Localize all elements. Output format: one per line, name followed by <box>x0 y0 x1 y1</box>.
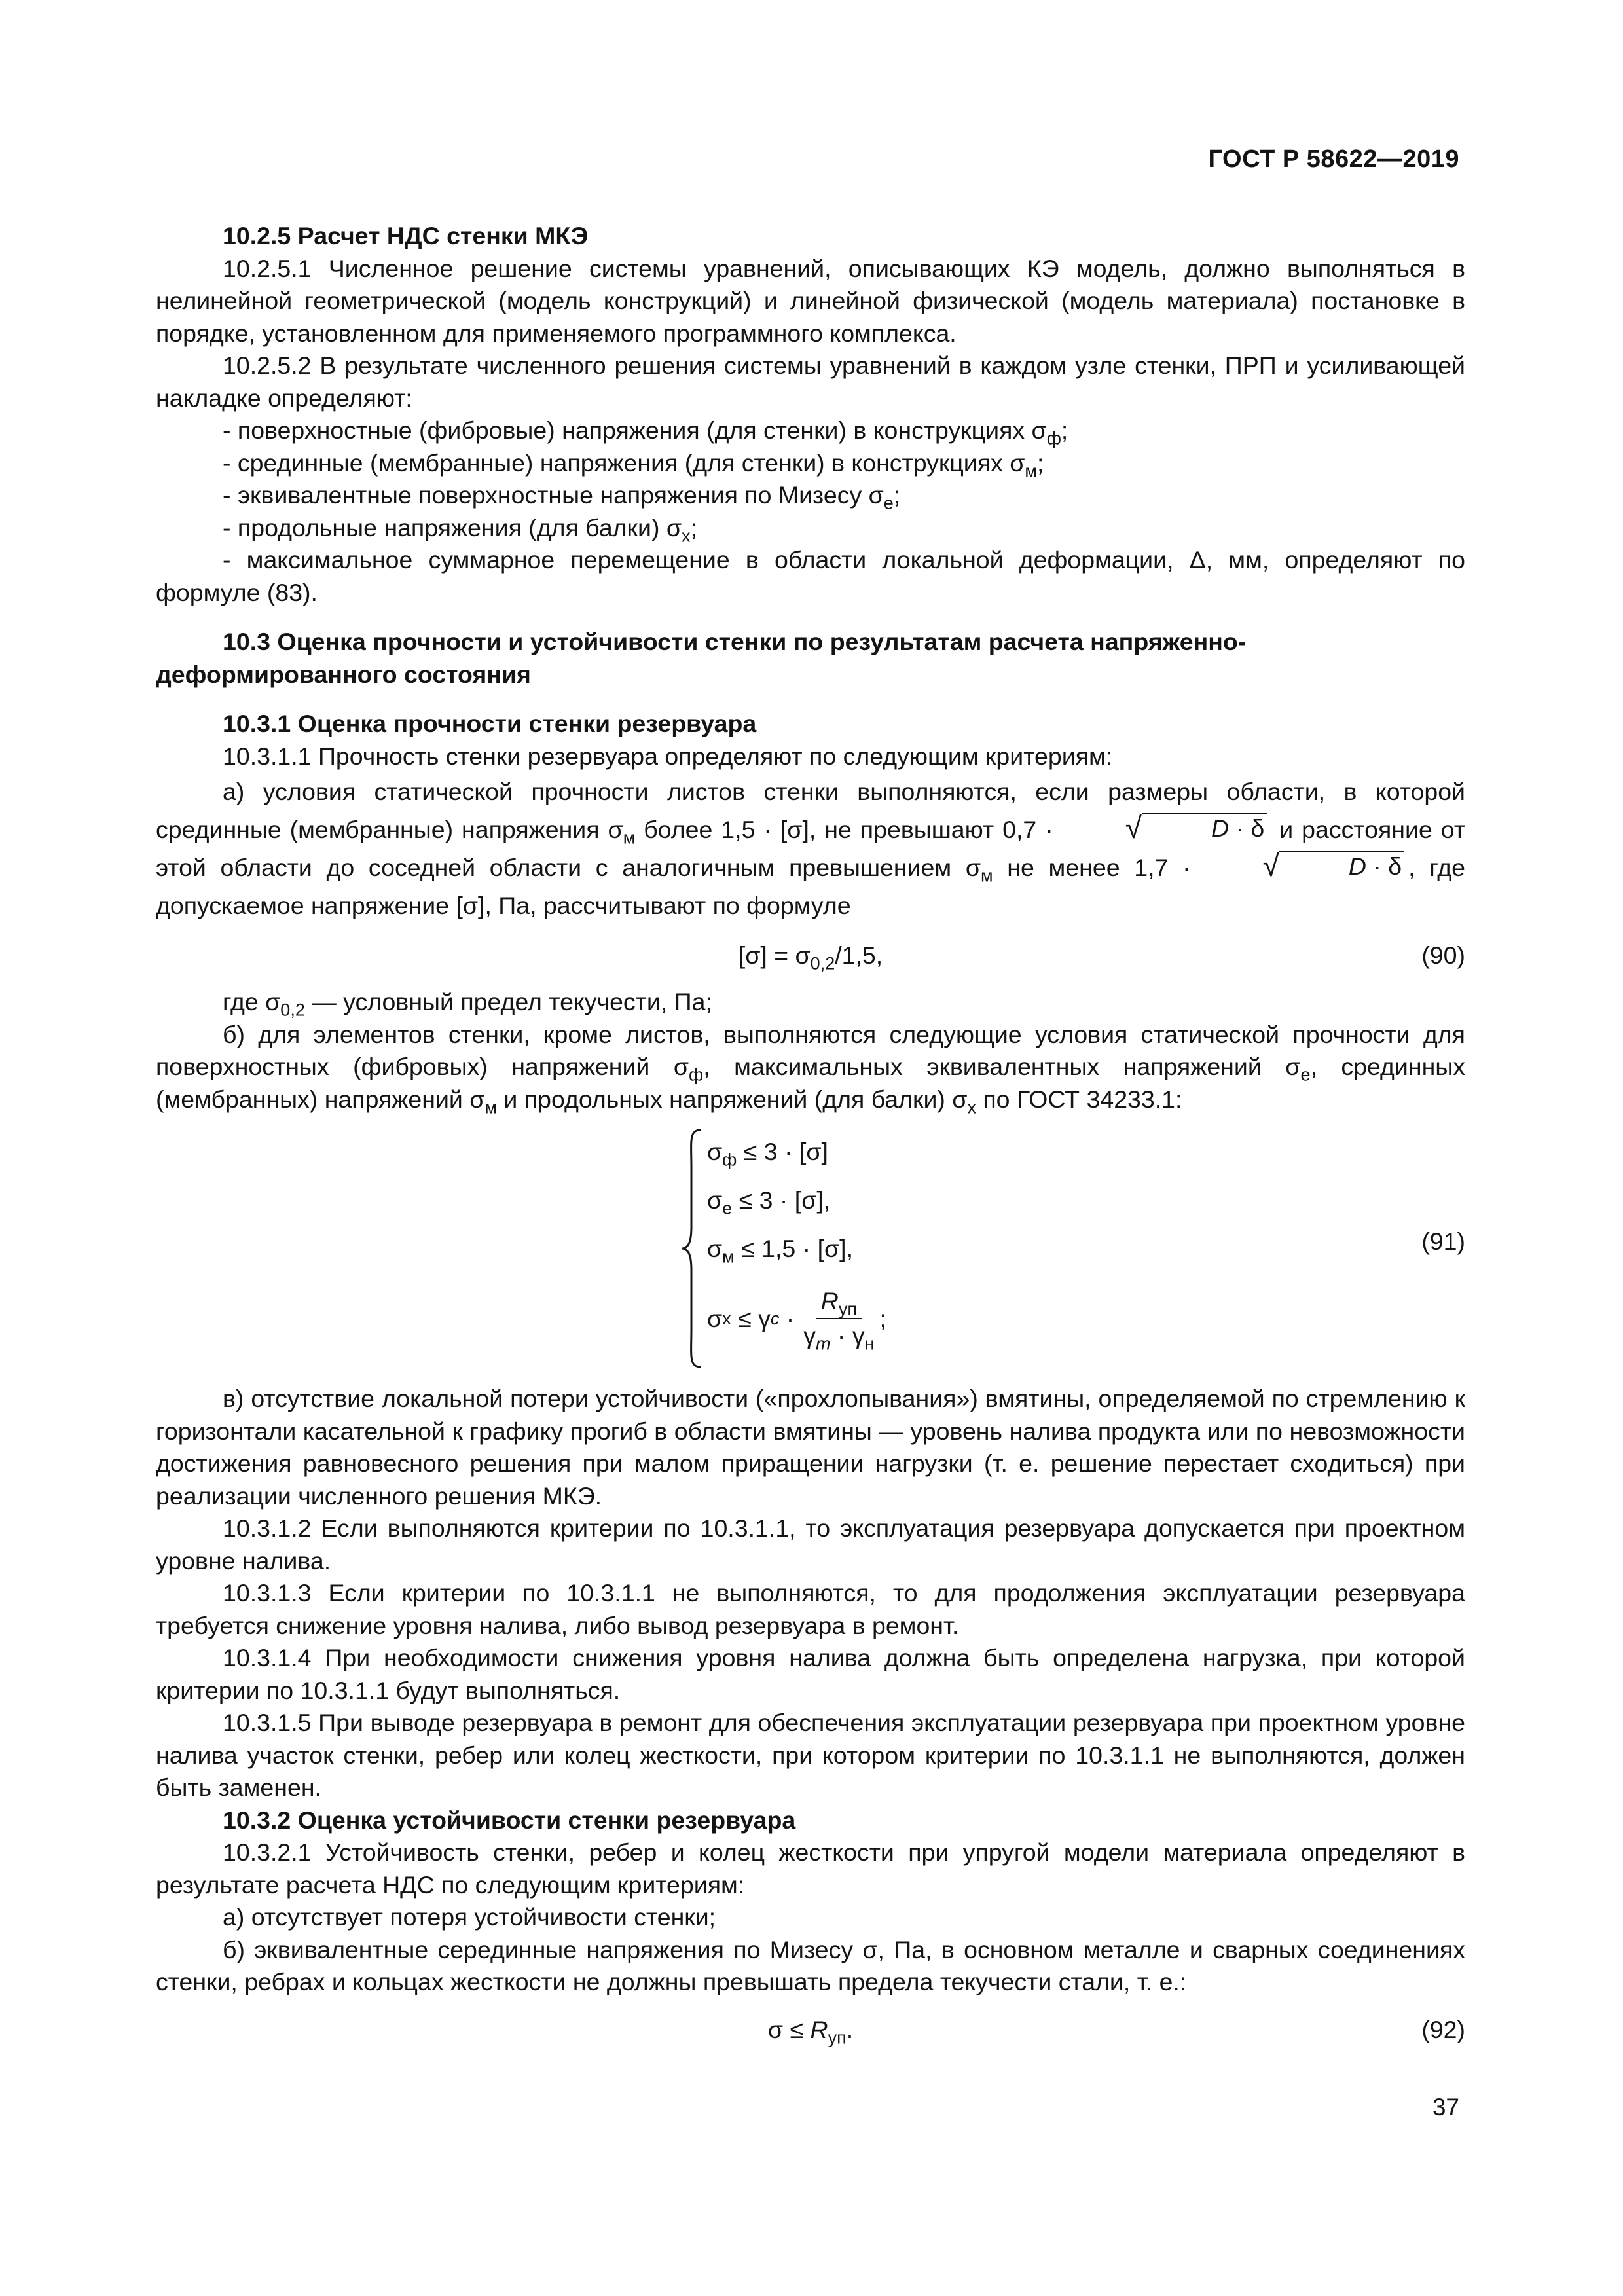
square-root-expression: √ D · δ <box>1196 850 1405 881</box>
paragraph-stability-b: б) эквивалентные серединные напряжения по Мизесу σ, Па, в основном металле и сварных соединениях стенки, ребрах и кольцах жесткости не должны превышать предела текучести стали, т. е.: <box>156 1935 1465 1995</box>
list-item: - поверхностные (фибровые) напряжения (для стенки) в конструкциях $\sigma_ф$; <box>223 416 1068 448</box>
paragraph-10-3-1-2: 10.3.1.2 Если выполняются критерии по 10.3.1.1, то эксплуатация резервуара допускается при проектном уровне налива. <box>156 1514 1465 1575</box>
paragraph-10-2-5-2: 10.2.5.2 В результате численного решения системы уравнений в каждом узле стенки, ПРП и усиливающей накладке определяют: <box>156 352 1465 412</box>
heading-10-3-2: 10.3.2 Оценка устойчивости стенки резервуара <box>223 1806 796 1834</box>
list-item: - продольные напряжения (для балки) $\sigma_x$; <box>223 513 697 546</box>
radical-sign-icon: √ <box>1125 811 1142 845</box>
paragraph-10-3-1-3: 10.3.1.3 Если критерии по 10.3.1.1 не выполняются, то для продолжения эксплуатации резервуара требуется снижение уровня налива, либо вывод резервуара в ремонт. <box>156 1579 1465 1639</box>
paragraph-max-displacement: - максимальное суммарное перемещение в области локальной деформации, Δ, мм, определяют по формуле (83). <box>156 546 1465 606</box>
equation-90: $[\sigma] = \sigma_{0,2}/1,5$, (90) <box>156 930 1465 981</box>
equation-92: $\sigma \le R_{уп}$. (92) <box>156 2004 1465 2055</box>
paragraph-10-3-1-5: 10.3.1.5 При выводе резервуара в ремонт для обеспечения эксплуатации резервуара при проектном уровне налива участок стенки, ребер или колец жесткости, при котором критерии по 10.3.1.1 не выполняются, должен быть заменен. <box>156 1709 1465 1801</box>
heading-10-3-1: 10.3.1 Оценка прочности стенки резервуара <box>223 710 757 737</box>
equation-system-91 <box>156 1127 1465 1371</box>
list-item: - срединные (мембранные) напряжения (для стенки) в конструкциях $\sigma_м$; <box>223 448 1044 481</box>
paragraph-10-2-5-1: 10.2.5.1 Численное решение системы уравнений, описывающих КЭ модель, должно выполняться в нелинейной геометрической (модель конструкций) и линейной физической (модель материала) постановке в порядке, установленном для применяемого программного комплекса. <box>156 254 1465 347</box>
spacer <box>156 609 1465 626</box>
fraction: $\frac{R_{уп}}{\gamma_m \cdot \gamma_н}$ <box>803 1287 875 1354</box>
left-brace-icon <box>680 1129 706 1368</box>
system-row: $\sigma_м \le 1,5 \cdot [\sigma]$, <box>707 1235 853 1267</box>
paragraph-stability-a: а) отсутствует потеря устойчивости стенки; <box>223 1903 716 1931</box>
paragraph-criterion-a: а) условия статической прочности листов стенки выполняются, если размеры области, в которой срединные (мембранные) напряжения $\sigma_м$ более 1,5 · [σ], не превышают 0,7 · √ D · δ и расстояние от этой области до соседней области с аналогичным превышением $\sigma_м$ не менее 1,7 · √ D · δ , где допускаемое напряжение [σ], Па, рассчитывают по формуле <box>156 778 1465 919</box>
square-root-expression: √ D · δ <box>1059 812 1267 843</box>
list-item: - эквивалентные поверхностные напряжения по Мизесу $\sigma_e$; <box>223 481 901 513</box>
equation-number: (91) <box>1421 1228 1465 1255</box>
paragraph-10-3-1-4: 10.3.1.4 При необходимости снижения уровня налива должна быть определена нагрузка, при которой критерии по 10.3.1.1 будут выполняться. <box>156 1644 1465 1704</box>
page-number: 37 <box>1432 2094 1459 2121</box>
system-row: $\sigma_ф \le 3 \cdot [\sigma]$ <box>707 1138 828 1170</box>
paragraph-where: где $\sigma_{0,2}$ — условный предел текучести, Па; <box>223 988 712 1020</box>
system-row: $\sigma_e \le 3 \cdot [\sigma]$, <box>707 1186 831 1218</box>
spacer <box>156 691 1465 708</box>
equation-number: (90) <box>1421 941 1465 969</box>
document-code: ГОСТ Р 58622—2019 <box>1208 145 1459 173</box>
paragraph-criterion-c: в) отсутствие локальной потери устойчивости («прохлопывания») вмятины, определяемой по стремлению к горизонтали касательной к графику прогиб в области вмятины — уровень налива продукта или по невозможности достижения равновесного решения при малом приращении нагрузки (т. е. решение перестает сходиться) при реализации численного решения МКЭ. <box>156 1385 1465 1510</box>
equation-number: (92) <box>1421 2015 1465 2043</box>
paragraph-10-3-2-1: 10.3.2.1 Устойчивость стенки, ребер и колец жесткости при упругой модели материала определяют в результате расчета НДС по следующим критериям: <box>156 1838 1465 1899</box>
system-row: σ x ≤ γ c · $\frac{R_{уп}}{\gamma_m \cdot \gamma_н}$ ; <box>707 1287 886 1354</box>
heading-10-3: 10.3 Оценка прочности и устойчивости стенки по результатам расчета напряженно-деформированного состояния <box>156 628 1247 688</box>
radical-sign-icon: √ <box>1262 848 1279 883</box>
document-body <box>156 220 1465 2060</box>
paragraph-criterion-b: б) для элементов стенки, кроме листов, выполняются следующие условия статической прочности для поверхностных (фибровых) напряжений $\sigma_ф$, максимальных эквивалентных напряжений $\sigma_e$, срединных (мембранных) напряжений $\sigma_м$ и продольных напряжений (для балки) $\sigma_x$ по ГОСТ 34233.1: <box>156 1020 1465 1118</box>
heading-10-2-5: 10.2.5 Расчет НДС стенки МКЭ <box>223 222 589 249</box>
paragraph-10-3-1-1: 10.3.1.1 Прочность стенки резервуара определяют по следующим критериям: <box>223 742 1113 770</box>
